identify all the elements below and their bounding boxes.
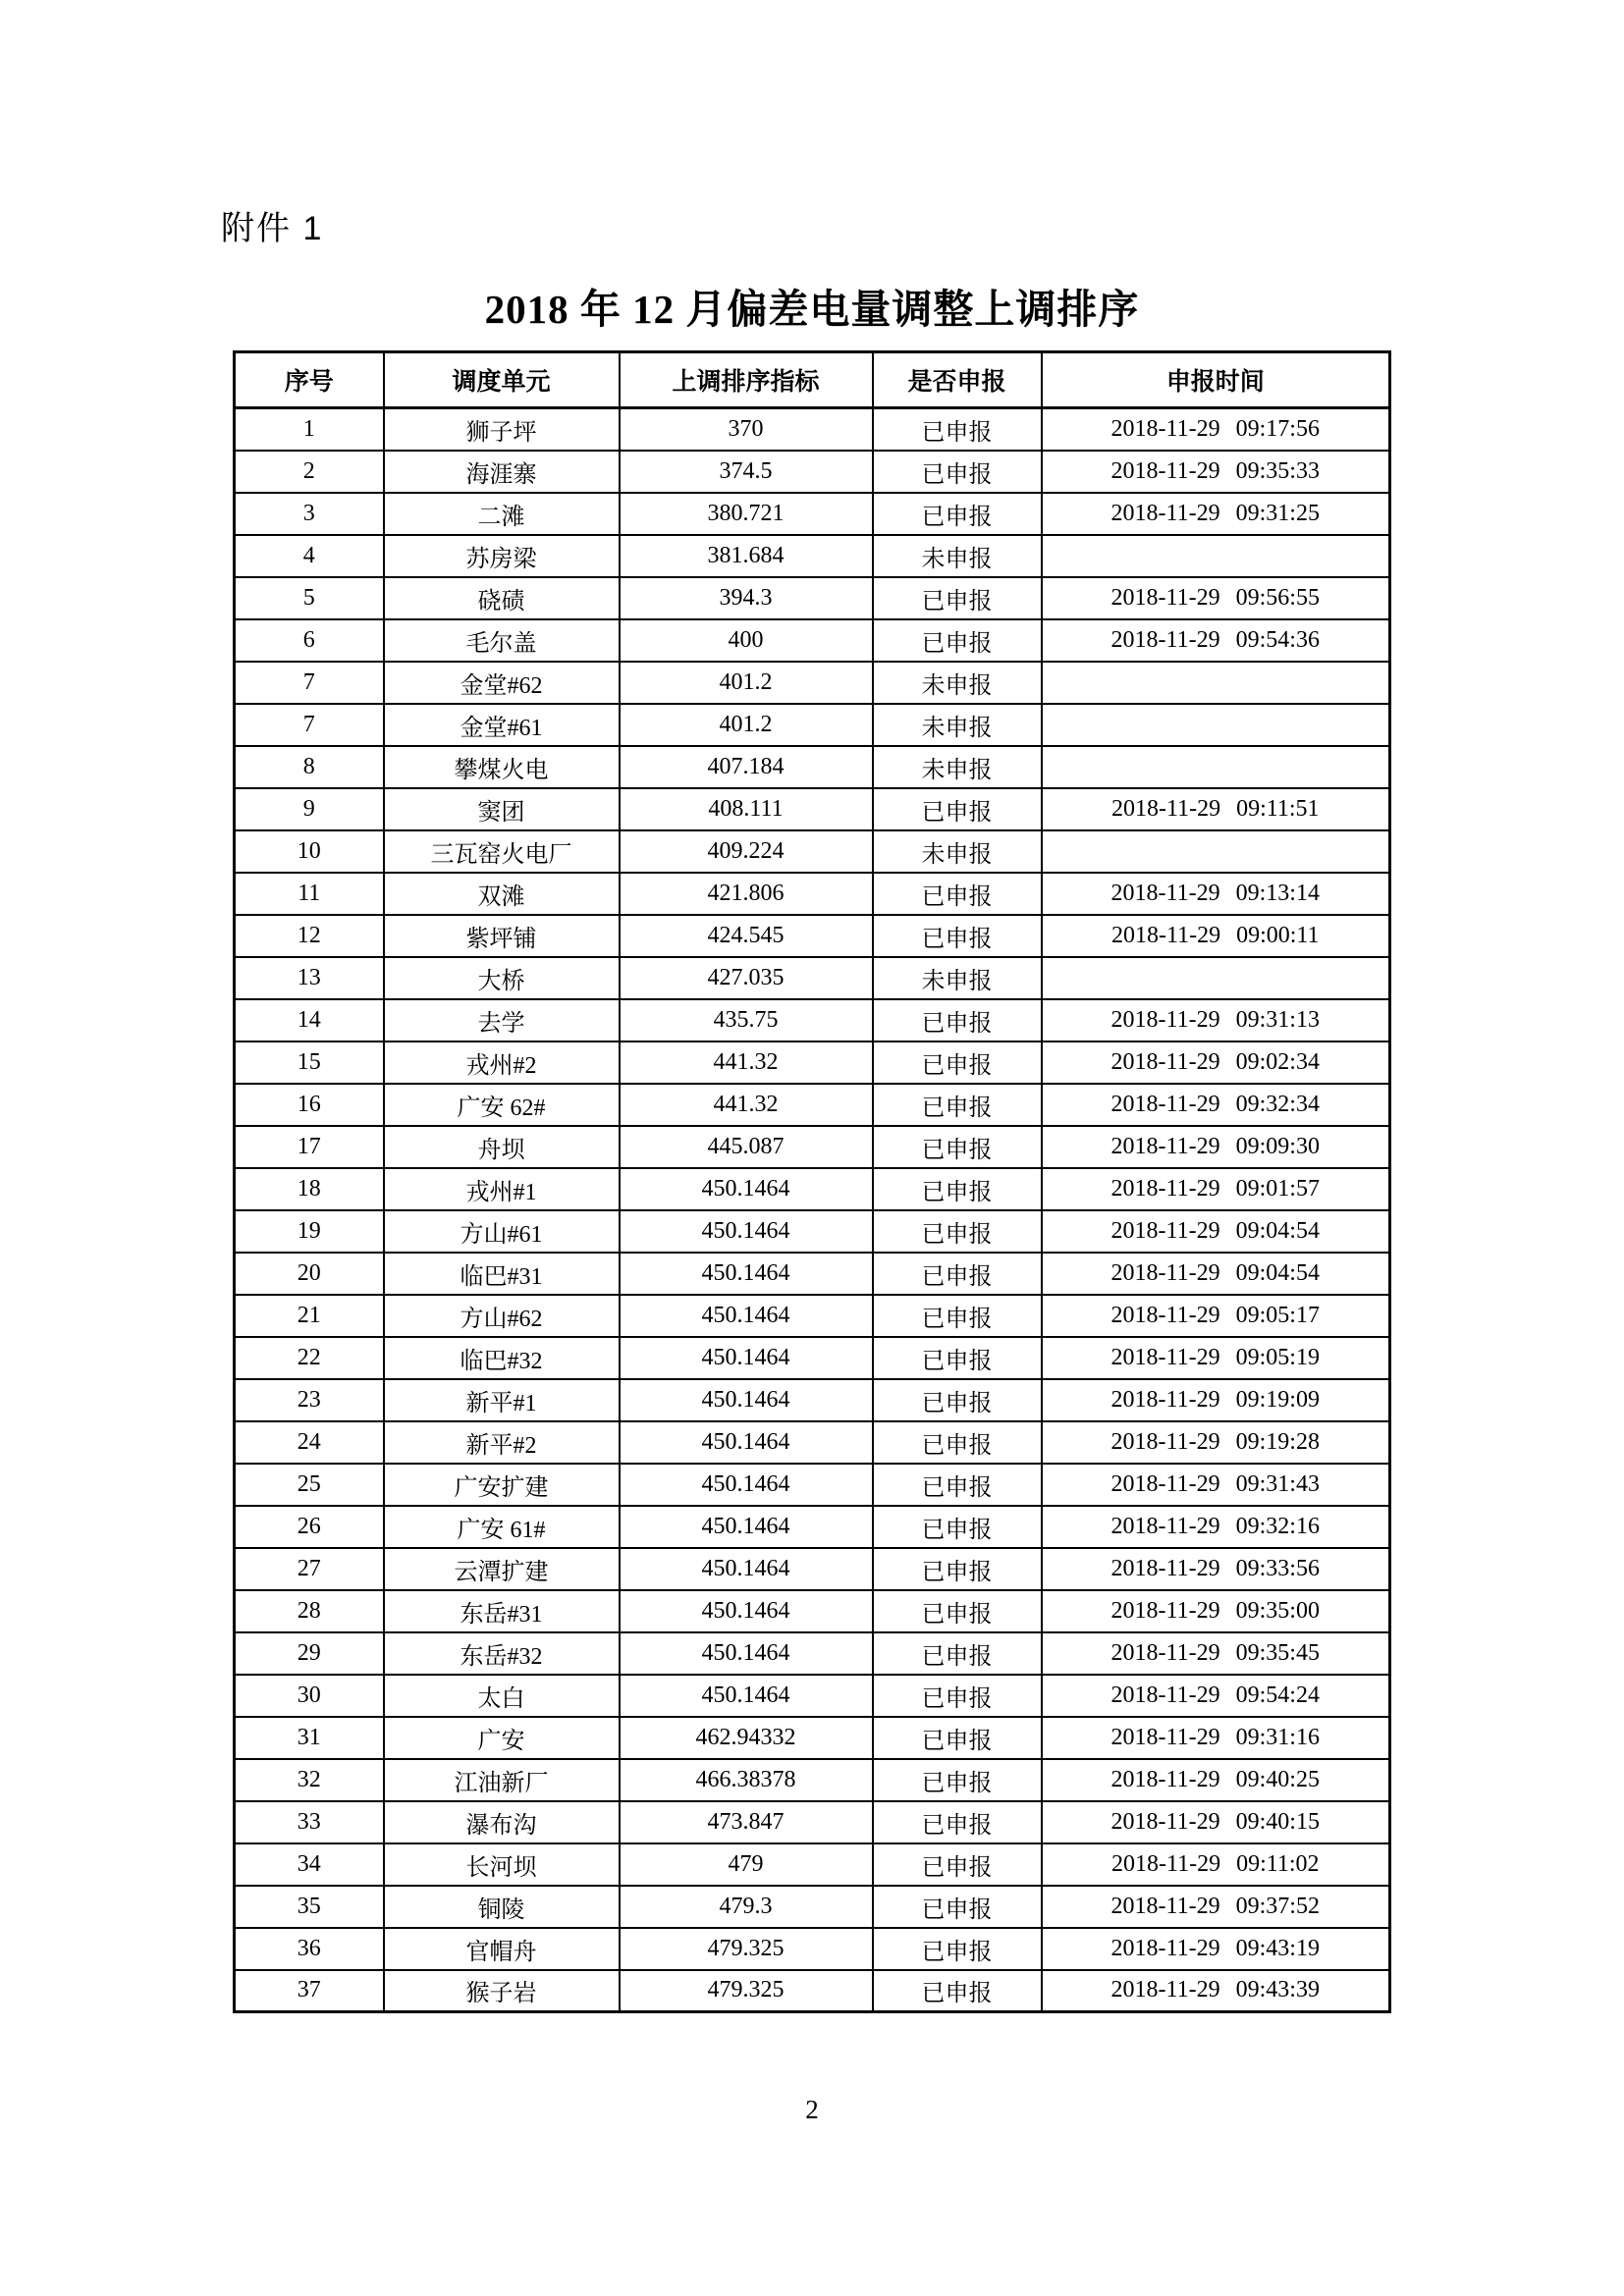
cell-declared: 未申报 [873, 704, 1042, 746]
cell-indicator: 450.1464 [620, 1464, 873, 1506]
cell-index: 24 [235, 1421, 384, 1464]
table-row [235, 1675, 1390, 1717]
cell-index: 9 [235, 788, 384, 830]
cell-indicator: 450.1464 [620, 1506, 873, 1548]
cell-unit: 二滩 [384, 493, 620, 535]
cell-time: 2018-11-29 09:35:33 [1042, 451, 1390, 493]
cell-declared: 已申报 [873, 1295, 1042, 1337]
cell-time [1042, 746, 1390, 788]
cell-index: 19 [235, 1210, 384, 1253]
cell-unit: 广安 [384, 1717, 620, 1759]
cell-declared: 已申报 [873, 1843, 1042, 1886]
cell-unit: 广安 62# [384, 1084, 620, 1126]
cell-indicator: 394.3 [620, 577, 873, 619]
cell-indicator: 381.684 [620, 535, 873, 577]
column-header-indicator: 上调排序指标 [620, 352, 873, 408]
cell-indicator: 427.035 [620, 957, 873, 999]
cell-time: 2018-11-29 09:31:16 [1042, 1717, 1390, 1759]
cell-indicator: 450.1464 [620, 1337, 873, 1379]
cell-unit: 东岳#32 [384, 1632, 620, 1675]
cell-time [1042, 535, 1390, 577]
cell-declared: 已申报 [873, 1421, 1042, 1464]
cell-indicator: 380.721 [620, 493, 873, 535]
table-row [235, 451, 1390, 493]
cell-indicator: 473.847 [620, 1801, 873, 1843]
table-header-row [235, 352, 1390, 408]
table-row [235, 1253, 1390, 1295]
cell-declared: 已申报 [873, 1928, 1042, 1970]
cell-time: 2018-11-29 09:17:56 [1042, 408, 1390, 451]
cell-time: 2018-11-29 09:31:25 [1042, 493, 1390, 535]
cell-declared: 已申报 [873, 1886, 1042, 1928]
cell-declared: 已申报 [873, 1801, 1042, 1843]
cell-time: 2018-11-29 09:04:54 [1042, 1210, 1390, 1253]
cell-unit: 官帽舟 [384, 1928, 620, 1970]
cell-declared: 未申报 [873, 746, 1042, 788]
cell-unit: 毛尔盖 [384, 619, 620, 662]
cell-indicator: 435.75 [620, 999, 873, 1041]
table-row [235, 1717, 1390, 1759]
table-row [235, 746, 1390, 788]
column-header-index: 序号 [235, 352, 384, 408]
cell-unit: 三瓦窑火电厂 [384, 830, 620, 873]
cell-index: 8 [235, 746, 384, 788]
cell-declared: 未申报 [873, 535, 1042, 577]
cell-indicator: 462.94332 [620, 1717, 873, 1759]
cell-time [1042, 957, 1390, 999]
cell-time: 2018-11-29 09:31:43 [1042, 1464, 1390, 1506]
cell-indicator: 450.1464 [620, 1590, 873, 1632]
cell-index: 2 [235, 451, 384, 493]
cell-time: 2018-11-29 09:05:19 [1042, 1337, 1390, 1379]
cell-unit: 金堂#61 [384, 704, 620, 746]
cell-time: 2018-11-29 09:54:36 [1042, 619, 1390, 662]
cell-time: 2018-11-29 09:11:51 [1042, 788, 1390, 830]
cell-indicator: 450.1464 [620, 1632, 873, 1675]
cell-declared: 已申报 [873, 1337, 1042, 1379]
cell-index: 3 [235, 493, 384, 535]
cell-declared: 已申报 [873, 1210, 1042, 1253]
cell-unit: 方山#61 [384, 1210, 620, 1253]
cell-time: 2018-11-29 09:05:17 [1042, 1295, 1390, 1337]
cell-index: 16 [235, 1084, 384, 1126]
cell-indicator: 450.1464 [620, 1421, 873, 1464]
column-header-declared: 是否申报 [873, 352, 1042, 408]
cell-indicator: 407.184 [620, 746, 873, 788]
table-row [235, 1970, 1390, 2012]
cell-unit: 江油新厂 [384, 1759, 620, 1801]
cell-indicator: 408.111 [620, 788, 873, 830]
cell-time: 2018-11-29 09:37:52 [1042, 1886, 1390, 1928]
cell-time: 2018-11-29 09:35:45 [1042, 1632, 1390, 1675]
cell-unit: 金堂#62 [384, 662, 620, 704]
table-row [235, 1801, 1390, 1843]
table-row [235, 1126, 1390, 1168]
cell-time: 2018-11-29 09:13:14 [1042, 873, 1390, 915]
cell-declared: 已申报 [873, 915, 1042, 957]
cell-declared: 已申报 [873, 873, 1042, 915]
cell-time: 2018-11-29 09:31:13 [1042, 999, 1390, 1041]
cell-indicator: 450.1464 [620, 1253, 873, 1295]
cell-unit: 狮子坪 [384, 408, 620, 451]
table-row [235, 493, 1390, 535]
cell-indicator: 450.1464 [620, 1210, 873, 1253]
cell-index: 26 [235, 1506, 384, 1548]
cell-time: 2018-11-29 09:56:55 [1042, 577, 1390, 619]
cell-time: 2018-11-29 09:32:34 [1042, 1084, 1390, 1126]
page-title: 2018 年 12 月偏差电量调整上调排序 [484, 287, 1140, 332]
cell-time: 2018-11-29 09:19:09 [1042, 1379, 1390, 1421]
table-row [235, 1084, 1390, 1126]
cell-time: 2018-11-29 09:02:34 [1042, 1041, 1390, 1084]
cell-declared: 已申报 [873, 999, 1042, 1041]
cell-indicator: 450.1464 [620, 1675, 873, 1717]
cell-declared: 已申报 [873, 451, 1042, 493]
cell-declared: 已申报 [873, 788, 1042, 830]
cell-index: 25 [235, 1464, 384, 1506]
cell-indicator: 424.545 [620, 915, 873, 957]
cell-declared: 已申报 [873, 408, 1042, 451]
cell-declared: 已申报 [873, 1632, 1042, 1675]
table-row [235, 662, 1390, 704]
table-row [235, 704, 1390, 746]
cell-unit: 临巴#32 [384, 1337, 620, 1379]
cell-index: 21 [235, 1295, 384, 1337]
cell-declared: 已申报 [873, 1084, 1042, 1126]
table-row [235, 1928, 1390, 1970]
cell-index: 6 [235, 619, 384, 662]
cell-time: 2018-11-29 09:35:00 [1042, 1590, 1390, 1632]
table-row [235, 1506, 1390, 1548]
table-row [235, 1548, 1390, 1590]
cell-time: 2018-11-29 09:43:39 [1042, 1970, 1390, 2012]
table-row [235, 957, 1390, 999]
cell-unit: 云潭扩建 [384, 1548, 620, 1590]
cell-indicator: 401.2 [620, 704, 873, 746]
cell-index: 30 [235, 1675, 384, 1717]
cell-time: 2018-11-29 09:11:02 [1042, 1843, 1390, 1886]
cell-index: 34 [235, 1843, 384, 1886]
attachment-label: 附件 1 [221, 210, 324, 247]
cell-declared: 已申报 [873, 1506, 1042, 1548]
cell-index: 14 [235, 999, 384, 1041]
cell-index: 11 [235, 873, 384, 915]
cell-declared: 已申报 [873, 1717, 1042, 1759]
cell-declared: 已申报 [873, 1126, 1042, 1168]
cell-time: 2018-11-29 09:43:19 [1042, 1928, 1390, 1970]
cell-unit: 海涯寨 [384, 451, 620, 493]
cell-declared: 已申报 [873, 1168, 1042, 1210]
cell-indicator: 450.1464 [620, 1548, 873, 1590]
cell-index: 37 [235, 1970, 384, 2012]
cell-indicator: 441.32 [620, 1041, 873, 1084]
cell-time [1042, 830, 1390, 873]
table-row [235, 1590, 1390, 1632]
table-row [235, 1041, 1390, 1084]
cell-index: 1 [235, 408, 384, 451]
cell-index: 36 [235, 1928, 384, 1970]
cell-unit: 广安扩建 [384, 1464, 620, 1506]
cell-indicator: 401.2 [620, 662, 873, 704]
cell-index: 28 [235, 1590, 384, 1632]
cell-unit: 双滩 [384, 873, 620, 915]
cell-unit: 新平#2 [384, 1421, 620, 1464]
cell-index: 5 [235, 577, 384, 619]
cell-index: 7 [235, 704, 384, 746]
cell-index: 20 [235, 1253, 384, 1295]
cell-unit: 戎州#1 [384, 1168, 620, 1210]
page-number: 2 [805, 2095, 819, 2124]
cell-declared: 已申报 [873, 493, 1042, 535]
cell-unit: 戎州#2 [384, 1041, 620, 1084]
cell-indicator: 409.224 [620, 830, 873, 873]
table-row [235, 830, 1390, 873]
cell-time: 2018-11-29 09:00:11 [1042, 915, 1390, 957]
cell-time: 2018-11-29 09:19:28 [1042, 1421, 1390, 1464]
cell-indicator: 479.325 [620, 1928, 873, 1970]
cell-index: 15 [235, 1041, 384, 1084]
table-row [235, 788, 1390, 830]
table-row [235, 1632, 1390, 1675]
cell-indicator: 400 [620, 619, 873, 662]
table-row [235, 1886, 1390, 1928]
cell-indicator: 479.325 [620, 1970, 873, 2012]
table-row [235, 1168, 1390, 1210]
cell-declared: 已申报 [873, 1464, 1042, 1506]
cell-time: 2018-11-29 09:04:54 [1042, 1253, 1390, 1295]
cell-declared: 已申报 [873, 1253, 1042, 1295]
cell-index: 18 [235, 1168, 384, 1210]
cell-unit: 攀煤火电 [384, 746, 620, 788]
cell-declared: 未申报 [873, 662, 1042, 704]
cell-indicator: 370 [620, 408, 873, 451]
table-row [235, 1843, 1390, 1886]
cell-unit: 广安 61# [384, 1506, 620, 1548]
cell-index: 4 [235, 535, 384, 577]
cell-index: 32 [235, 1759, 384, 1801]
cell-indicator: 441.32 [620, 1084, 873, 1126]
cell-unit: 东岳#31 [384, 1590, 620, 1632]
cell-indicator: 445.087 [620, 1126, 873, 1168]
cell-indicator: 450.1464 [620, 1168, 873, 1210]
cell-index: 22 [235, 1337, 384, 1379]
cell-index: 33 [235, 1801, 384, 1843]
table-row [235, 873, 1390, 915]
cell-index: 17 [235, 1126, 384, 1168]
cell-declared: 未申报 [873, 957, 1042, 999]
cell-unit: 临巴#31 [384, 1253, 620, 1295]
cell-indicator: 450.1464 [620, 1379, 873, 1421]
cell-indicator: 466.38378 [620, 1759, 873, 1801]
cell-declared: 已申报 [873, 1759, 1042, 1801]
cell-declared: 已申报 [873, 1970, 1042, 2012]
cell-unit: 太白 [384, 1675, 620, 1717]
cell-time: 2018-11-29 09:33:56 [1042, 1548, 1390, 1590]
cell-unit: 硗碛 [384, 577, 620, 619]
cell-unit: 苏房梁 [384, 535, 620, 577]
cell-index: 29 [235, 1632, 384, 1675]
table-row [235, 1464, 1390, 1506]
cell-time: 2018-11-29 09:09:30 [1042, 1126, 1390, 1168]
cell-unit: 新平#1 [384, 1379, 620, 1421]
cell-index: 23 [235, 1379, 384, 1421]
cell-declared: 已申报 [873, 1675, 1042, 1717]
cell-unit: 舟坝 [384, 1126, 620, 1168]
cell-unit: 去学 [384, 999, 620, 1041]
cell-indicator: 421.806 [620, 873, 873, 915]
cell-time: 2018-11-29 09:01:57 [1042, 1168, 1390, 1210]
table-row [235, 1295, 1390, 1337]
table-row [235, 577, 1390, 619]
table-row [235, 1379, 1390, 1421]
column-header-unit: 调度单元 [384, 352, 620, 408]
cell-time: 2018-11-29 09:32:16 [1042, 1506, 1390, 1548]
table-row [235, 1759, 1390, 1801]
cell-indicator: 374.5 [620, 451, 873, 493]
cell-index: 13 [235, 957, 384, 999]
table-row [235, 1337, 1390, 1379]
cell-unit: 瀑布沟 [384, 1801, 620, 1843]
cell-unit: 方山#62 [384, 1295, 620, 1337]
cell-indicator: 479 [620, 1843, 873, 1886]
cell-indicator: 450.1464 [620, 1295, 873, 1337]
table-row [235, 535, 1390, 577]
cell-declared: 已申报 [873, 1590, 1042, 1632]
table-row [235, 999, 1390, 1041]
cell-declared: 已申报 [873, 577, 1042, 619]
cell-unit: 窦团 [384, 788, 620, 830]
cell-declared: 未申报 [873, 830, 1042, 873]
table-row [235, 1210, 1390, 1253]
table-row [235, 915, 1390, 957]
cell-unit: 长河坝 [384, 1843, 620, 1886]
cell-index: 7 [235, 662, 384, 704]
cell-unit: 大桥 [384, 957, 620, 999]
cell-declared: 已申报 [873, 1548, 1042, 1590]
cell-indicator: 479.3 [620, 1886, 873, 1928]
table-row [235, 408, 1390, 451]
cell-index: 31 [235, 1717, 384, 1759]
cell-time: 2018-11-29 09:54:24 [1042, 1675, 1390, 1717]
cell-unit: 铜陵 [384, 1886, 620, 1928]
cell-declared: 已申报 [873, 1379, 1042, 1421]
cell-declared: 已申报 [873, 1041, 1042, 1084]
cell-time [1042, 704, 1390, 746]
cell-declared: 已申报 [873, 619, 1042, 662]
cell-unit: 猴子岩 [384, 1970, 620, 2012]
ranking-table [233, 350, 1391, 2013]
cell-index: 10 [235, 830, 384, 873]
cell-time [1042, 662, 1390, 704]
table-row [235, 1421, 1390, 1464]
column-header-time: 申报时间 [1042, 352, 1390, 408]
cell-index: 27 [235, 1548, 384, 1590]
table-row [235, 619, 1390, 662]
cell-index: 12 [235, 915, 384, 957]
cell-time: 2018-11-29 09:40:15 [1042, 1801, 1390, 1843]
cell-index: 35 [235, 1886, 384, 1928]
cell-time: 2018-11-29 09:40:25 [1042, 1759, 1390, 1801]
cell-unit: 紫坪铺 [384, 915, 620, 957]
